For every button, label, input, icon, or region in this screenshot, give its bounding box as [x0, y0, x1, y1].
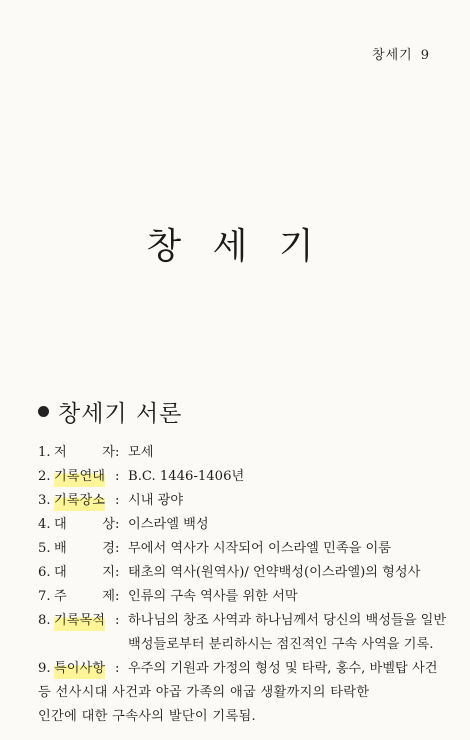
item-colon: : [115, 469, 120, 484]
item-colon: : [115, 517, 120, 532]
list-item-audience [38, 513, 448, 537]
item-continuation: 백성들로부터 분리하시는 점진적인 구속 사역을 기록. [128, 637, 434, 652]
label-text: 기록목적 [54, 609, 105, 633]
item-label [54, 537, 115, 561]
item-colon: : [115, 613, 120, 628]
list-item-place [38, 489, 448, 513]
item-number: 4. [38, 517, 51, 532]
item-colon: : [115, 445, 120, 460]
list-item-theme [38, 585, 448, 609]
item-colon: : [115, 661, 120, 676]
label-char: 자 [102, 445, 115, 460]
bullet-icon [38, 406, 49, 417]
item-value: 태초의 역사(원역사)/ 언약백성(이스라엘)의 형성사 [128, 565, 421, 580]
item-value: 모세 [128, 445, 154, 460]
item-continuation: 등 선사시대 사건과 야곱 가족의 애굽 생활까지의 타락한 [38, 685, 370, 700]
intro-info-list [38, 441, 448, 729]
list-item-background [38, 537, 448, 561]
label-char: 대 [54, 517, 67, 532]
item-value: 우주의 기원과 가정의 형성 및 타락, 홍수, 바벨탑 사건 [128, 661, 438, 676]
list-item-special [38, 657, 448, 681]
label-char: 제 [102, 589, 115, 604]
item-number: 6. [38, 565, 51, 580]
item-label [54, 489, 115, 513]
label-text: 특이사항 [54, 657, 105, 681]
item-continuation: 인간에 대한 구속사의 발단이 기록됨. [38, 709, 257, 724]
label-char: 배 [54, 541, 67, 556]
item-colon: : [115, 493, 120, 508]
item-label [54, 561, 115, 585]
item-colon: : [115, 541, 120, 556]
section-heading [38, 395, 182, 428]
label-char: 주 [54, 589, 67, 604]
item-colon: : [115, 589, 120, 604]
list-item-purpose [38, 609, 448, 633]
item-label [54, 441, 115, 465]
chapter-title: 창 세 기 [146, 226, 324, 267]
label-char: 경 [102, 541, 115, 556]
item-label [54, 513, 115, 537]
label-text: 기록연대 [54, 465, 105, 489]
item-colon: : [115, 565, 120, 580]
label-text: 기록장소 [54, 489, 105, 513]
item-number: 7. [38, 589, 51, 604]
item-number: 5. [38, 541, 51, 556]
list-item-author [38, 441, 448, 465]
list-item-outline [38, 561, 448, 585]
item-label [54, 465, 115, 489]
list-item-date [38, 465, 448, 489]
running-header [372, 44, 430, 63]
item-number: 9. [38, 661, 51, 676]
running-header-title: 창세기 [372, 48, 413, 63]
label-char: 지 [102, 565, 115, 580]
item-value: 이스라엘 백성 [128, 517, 209, 532]
item-label [54, 657, 115, 681]
item-value: B.C. 1446-1406년 [128, 469, 245, 484]
label-char: 상 [102, 517, 115, 532]
item-value: 시내 광야 [128, 493, 184, 508]
item-number: 8. [38, 613, 51, 628]
item-label [54, 585, 115, 609]
section-heading-text: 창세기 서론 [58, 401, 183, 427]
label-char: 대 [54, 565, 67, 580]
label-char: 저 [54, 445, 67, 460]
item-number: 1. [38, 445, 51, 460]
item-value: 인류의 구속 역사를 위한 서막 [128, 589, 298, 604]
item-value: 무에서 역사가 시작되어 이스라엘 민족을 이룸 [128, 541, 392, 556]
item-label [54, 609, 115, 633]
page-number: 9 [420, 48, 430, 63]
item-value: 하나님의 창조 사역과 하나님께서 당신의 백성들을 일반 [128, 613, 447, 628]
item-number: 3. [38, 493, 51, 508]
item-number: 2. [38, 469, 51, 484]
